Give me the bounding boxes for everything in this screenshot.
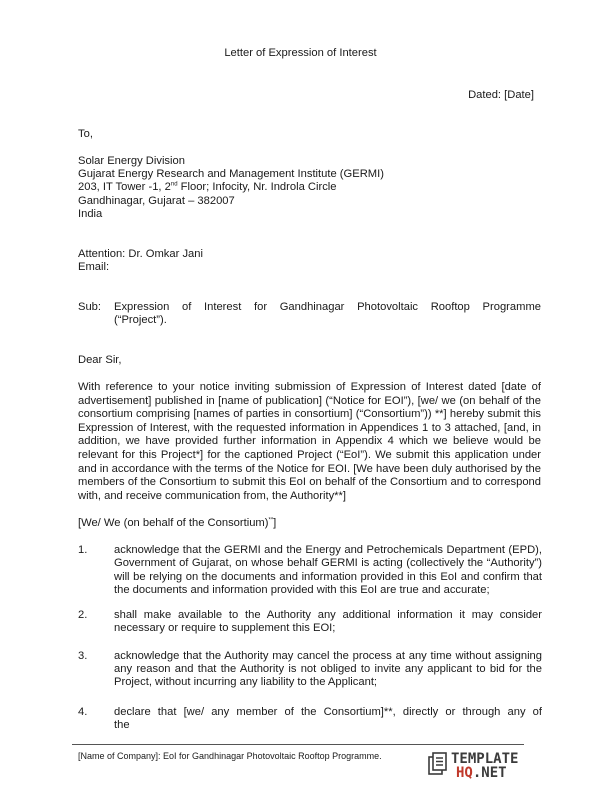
- address-line: Gujarat Energy Research and Management Institute (GERMI): [78, 168, 384, 181]
- footer-divider: [72, 744, 524, 745]
- salutation-to: To,: [78, 128, 93, 140]
- list-item-text: acknowledge that the GERMI and the Energy and Petrochemicals Department (EPD), Government of Gujarat, on whose behalf GERMI is acting (collectively the “Authority”) will be relying on the documents and information provided in this EoI and confirm that the documents and information provided with this EoI are true and accurate;: [114, 544, 542, 597]
- body-paragraph: With reference to your notice inviting submission of Expression of Interest dated [date of advertisement] published in [name of publication] (“Notice for EOI”), [we/ we (on behalf of the consortium comprising [names of parties in consortium] (“Consortium”)) **] hereby submit this Expression of Interest, with the requested information in Appendices 1 to 3 attached, [and, in addition, we have provided further information in Appendix 4 which we believe would be relevant for this Project*] for the captioned Project (“EoI”). We submit this application under and in accordance with the terms of the Notice for EOI. [We have been duly authorised by the members of the Consortium to submit this EoI on behalf of the Consortium and to correspond with, and receive communication from, the Authority**]: [78, 381, 541, 502]
- list-item-number: 4.: [78, 706, 88, 718]
- subject-block: [0, 301, 601, 331]
- list-item-text: declare that [we/ any member of the Consortium]**, directly or through any of the: [114, 706, 542, 732]
- watermark-text: [451, 752, 518, 780]
- attention-block: [78, 248, 203, 274]
- subject-text: Expression of Interest for Gandhinagar Photovoltaic Rooftop Programme (“Project”).: [114, 301, 541, 327]
- address-line: India: [78, 207, 103, 220]
- date-line: Dated: [Date]: [468, 89, 534, 101]
- watermark-line-1: TEMPLATE: [451, 751, 519, 768]
- list-item-number: 3.: [78, 650, 88, 662]
- address-line: Solar Energy Division: [78, 155, 185, 167]
- attention-line: Attention: Dr. Omkar Jani: [78, 248, 203, 260]
- email-line: Email:: [78, 261, 110, 274]
- page-footer: [Name of Company]: EoI for Gandhinagar Photovoltaic Rooftop Programme.: [78, 751, 382, 761]
- address-line: 203, IT Tower -1, 2nd Floor; Infocity, Nr. Indrola Circle: [78, 181, 337, 194]
- list-item-number: 1.: [78, 544, 88, 556]
- document-title: Letter of Expression of Interest: [224, 47, 377, 59]
- subject-label: Sub:: [78, 301, 102, 313]
- list-item-text: acknowledge that the Authority may cancel the process at any time without assigning any reason and that the Authority is not obliged to invite any applicant to bid for the Project, without incurring any liability to the Applicant;: [114, 650, 542, 689]
- address-line: Gandhinagar, Gujarat – 382007: [78, 194, 235, 207]
- we-declaration-line: [We/ We (on behalf of the Consortium)**]: [78, 517, 277, 529]
- recipient-address: [78, 155, 384, 221]
- list-item-text: shall make available to the Authority any additional information it may consider necessary or require to supplement this EOI;: [114, 609, 542, 635]
- watermark-line-2: HQ.NET: [456, 765, 507, 782]
- greeting: Dear Sir,: [78, 354, 122, 366]
- document-stack-icon: [428, 752, 448, 780]
- list-item-number: 2.: [78, 609, 88, 621]
- watermark-logo: [428, 752, 518, 780]
